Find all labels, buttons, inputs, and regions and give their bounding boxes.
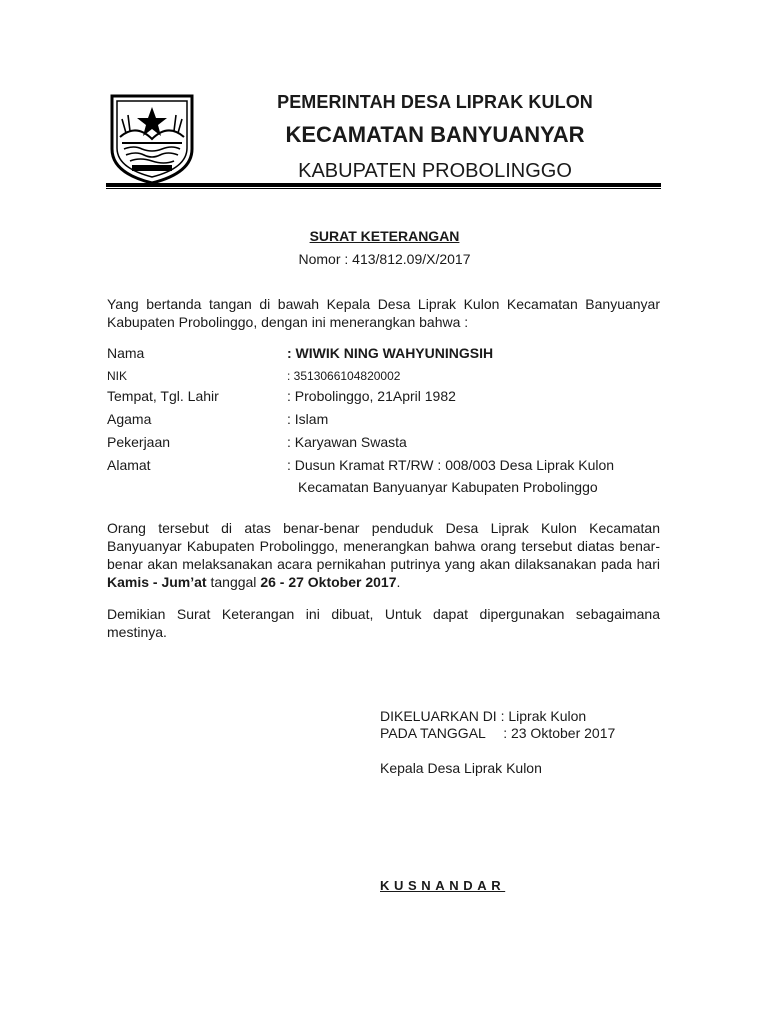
issued-date-value: : 23 Oktober 2017 (503, 725, 616, 741)
job-value: : Karyawan Swasta (287, 434, 407, 450)
birth-label: Tempat, Tgl. Lahir (107, 388, 219, 404)
signatory-position: Kepala Desa Liprak Kulon (380, 760, 542, 776)
nik-label: NIK (107, 369, 128, 383)
body-text-after: . (396, 574, 401, 590)
religion-value: : Islam (287, 411, 329, 427)
address-value-line1: : Dusun Kramat RT/RW : 008/003 Desa Liprak Kulon (287, 457, 615, 473)
address-value-line2: Kecamatan Banyuanyar Kabupaten Probolinggo (298, 479, 598, 495)
event-date: 26 - 27 Oktober 2017 (260, 574, 397, 590)
body-paragraph (107, 519, 660, 591)
issued-date-label: PADA TANGGAL (380, 725, 486, 741)
issued-value: : Liprak Kulon (500, 708, 587, 724)
body-text-before: Orang tersebut di atas benar-benar penduduk Desa Liprak Kulon Kecamatan Banyuanyar Kabupaten Probolinggo, menerangkan bahwa orang tersebut diatas benar-benar akan melaksanakan acara pernikahan putrinya yang akan dilaksanakan pada hari (107, 520, 660, 572)
letterhead-government: PEMERINTAH DESA LIPRAK KULON (277, 92, 593, 112)
letterhead-regency: KABUPATEN PROBOLINGGO (298, 160, 572, 182)
issued-place-row (380, 707, 586, 725)
birth-value: : Probolinggo, 21April 1982 (287, 388, 456, 404)
religion-label: Agama (107, 411, 152, 427)
regency-emblem-icon (106, 93, 198, 185)
issued-label: DIKELUARKAN DI (380, 708, 497, 724)
name-label: Nama (107, 345, 145, 361)
letterhead-district: KECAMATAN BANYUANYAR (285, 122, 585, 147)
issued-date-row (380, 724, 615, 742)
address-label: Alamat (107, 457, 151, 473)
letterhead-rule (106, 183, 661, 189)
job-label: Pekerjaan (107, 434, 171, 450)
event-day: Kamis - Jum’at (107, 574, 207, 590)
name-value: : WIWIK NING WAHYUNINGSIH (287, 345, 494, 361)
intro-paragraph: Yang bertanda tangan di bawah Kepala Desa Liprak Kulon Kecamatan Banyuanyar Kabupaten Probolinggo, dengan ini menerangkan bahwa : (107, 296, 660, 330)
signatory-name: KUSNANDAR (380, 878, 506, 893)
document-title: SURAT KETERANGAN (309, 228, 460, 244)
closing-paragraph: Demikian Surat Keterangan ini dibuat, Untuk dapat dipergunakan sebagaimana mestinya. (107, 606, 660, 640)
document-number: Nomor : 413/812.09/X/2017 (298, 251, 471, 267)
nik-value: : 3513066104820002 (287, 369, 401, 383)
body-text-middle: tanggal (206, 574, 261, 590)
